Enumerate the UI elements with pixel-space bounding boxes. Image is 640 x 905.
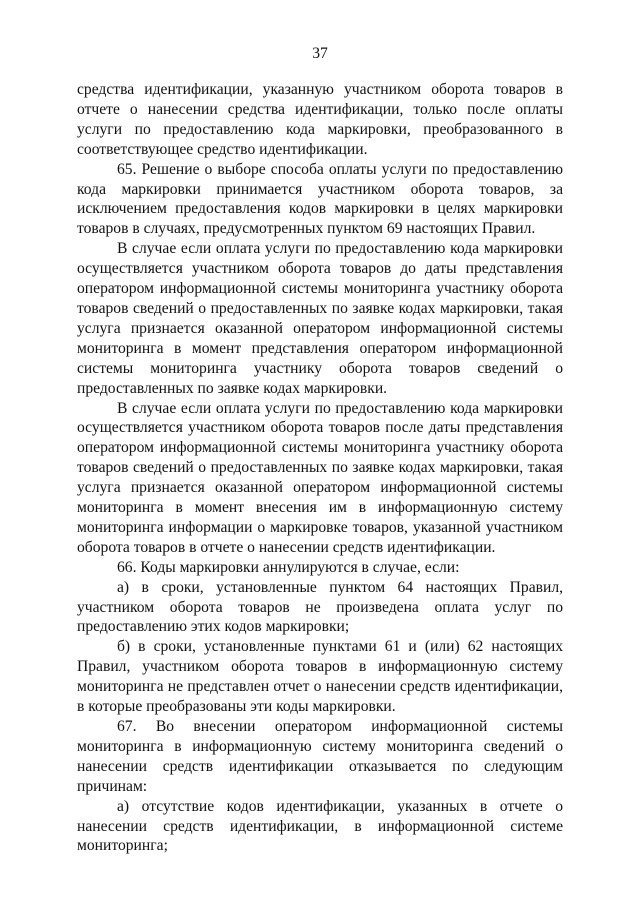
paragraph-66: 66. Коды маркировки аннулируются в случае, если: — [117, 558, 460, 576]
document-body — [77, 80, 563, 856]
paragraph-66-b: б) в сроки, установленные пунктами 61 и (или) 62 настоящих Правил, участником оборота товаров в информационную систему мониторинга не представлен отчет о нанесении средств идентификации, в которые преобразованы эти коды маркировки. — [77, 638, 563, 716]
paragraph-66-a: а) в сроки, установленные пунктом 64 настоящих Правил, участником оборота товаров не произведена оплата услуг по предоставлению этих кодов маркировки; — [77, 578, 563, 636]
paragraph-65-case-after: В случае если оплата услуги по предоставлению кода маркировки осуществляется участником оборота товаров после даты представления оператором информационной системы мониторинга участнику оборота товаров сведений о предоставленных по заявке кодах маркировки, такая услуга признается оказанной оператором информационной системы мониторинга в момент внесения им в информационную систему мониторинга информации о маркировке товаров, указанной участником оборота товаров в отчете о нанесении средств идентификации. — [77, 399, 563, 556]
paragraph-67-a: а) отсутствие кодов идентификации, указанных в отчете о нанесении средств идентификации, в информационной системе мониторинга; — [77, 797, 563, 855]
page-number: 37 — [312, 45, 328, 62]
paragraph-65: 65. Решение о выборе способа оплаты услуги по предоставлению кода маркировки принимается участником оборота товаров, за исключением предоставления кодов маркировки в целях маркировки товаров в случаях, предусмотренных пунктом 69 настоящих Правил. — [77, 160, 563, 238]
paragraph-continuation: средства идентификации, указанную участником оборота товаров в отчете о нанесении средства идентификации, только после оплаты услуги по предоставлению кода маркировки, преобразованного в соответствующее средство идентификации. — [77, 81, 563, 158]
paragraph-65-case-before: В случае если оплата услуги по предоставлению кода маркировки осуществляется участником оборота товаров до даты представления оператором информационной системы мониторинга участнику оборота товаров сведений о предоставленных по заявке кодах маркировки, такая услуга признается оказанной оператором информационной системы мониторинга в момент представления оператором информационной системы мониторинга участнику оборота товаров сведений о предоставленных по заявке кодах маркировки. — [77, 240, 563, 397]
paragraph-67: 67. Во внесении оператором информационной системы мониторинга в информационную систему мониторинга сведений о нанесении средств идентификации отказывается по следующим причинам: — [77, 718, 563, 795]
